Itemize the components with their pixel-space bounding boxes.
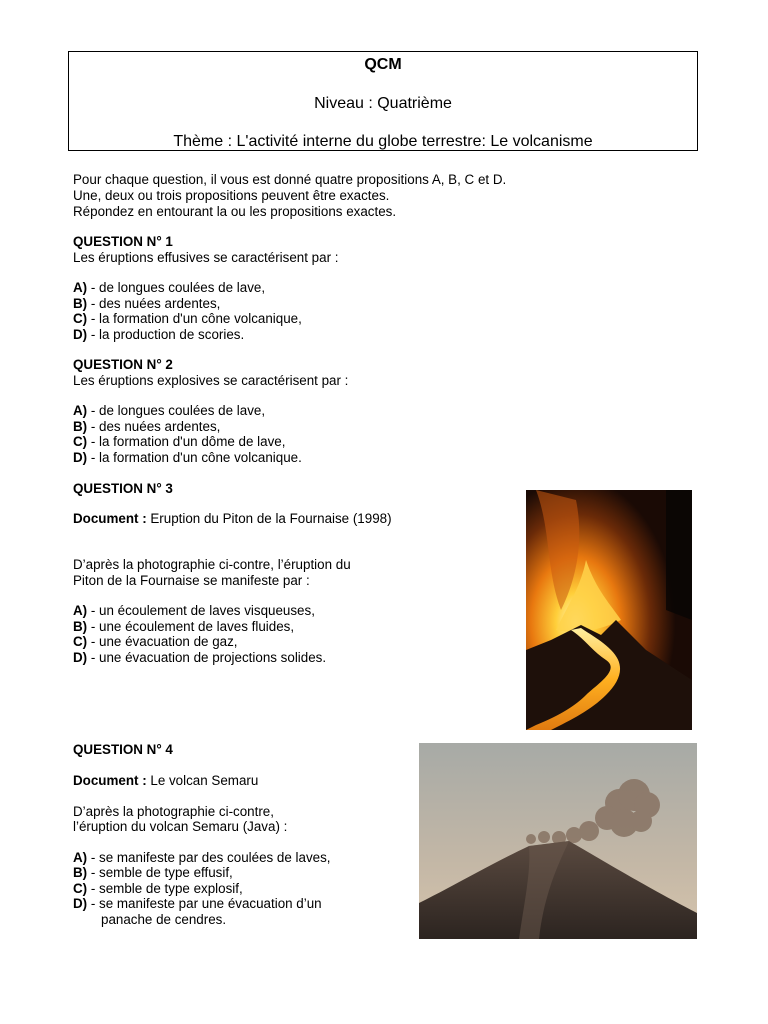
option-letter: B) — [73, 865, 88, 880]
header-box — [68, 51, 698, 151]
option-text: - de longues coulées de lave, — [87, 280, 266, 295]
option-c — [73, 881, 243, 896]
option-letter: D) — [73, 450, 88, 465]
option-b — [73, 619, 294, 634]
question-title: QUESTION N° 4 — [73, 742, 173, 757]
option-letter: B) — [73, 296, 88, 311]
option-text: - une évacuation de projections solides. — [87, 650, 327, 665]
option-letter: A) — [73, 280, 88, 295]
question-stem: Les éruptions explosives se caractérisent par : — [73, 373, 349, 388]
option-d — [73, 896, 322, 911]
option-letter: D) — [73, 896, 88, 911]
option-b — [73, 865, 233, 880]
option-text: - la formation d'un cône volcanique. — [87, 450, 302, 465]
level-line: Niveau : Quatrième — [314, 95, 452, 112]
document-caption — [73, 511, 392, 526]
question-stem: Les éruptions effusives se caractérisent par : — [73, 250, 339, 265]
theme-line: Thème : L'activité interne du globe terrestre: Le volcanisme — [173, 133, 593, 150]
option-d-continuation: panache de cendres. — [101, 912, 227, 927]
option-letter: A) — [73, 603, 88, 618]
eruption-photo — [526, 490, 692, 730]
option-c — [73, 434, 285, 449]
option-a — [73, 403, 265, 418]
option-d — [73, 450, 302, 465]
option-b — [73, 419, 220, 434]
option-text: - des nuées ardentes, — [87, 296, 221, 311]
question-stem: D’après la photographie ci-contre, — [73, 804, 274, 819]
document-text: Eruption du Piton de la Fournaise (1998) — [146, 511, 392, 526]
question-stem: D’après la photographie ci-contre, l’éruption du — [73, 557, 351, 572]
option-b — [73, 296, 220, 311]
document-caption — [73, 773, 258, 788]
option-a — [73, 850, 331, 865]
option-text: - semble de type explosif, — [87, 881, 243, 896]
question-stem: l’éruption du volcan Semaru (Java) : — [73, 819, 288, 834]
document-label: Document : — [73, 773, 147, 788]
option-letter: C) — [73, 434, 88, 449]
question-title: QUESTION N° 3 — [73, 481, 173, 496]
option-text: - semble de type effusif, — [87, 865, 233, 880]
document-text: Le volcan Semaru — [146, 773, 259, 788]
intro-line: Pour chaque question, il vous est donné quatre propositions A, B, C et D. — [73, 172, 507, 187]
option-text: - la formation d'un cône volcanique, — [87, 311, 302, 326]
option-text: - la production de scories. — [87, 327, 245, 342]
option-text: - la formation d'un dôme de lave, — [87, 434, 286, 449]
option-letter: B) — [73, 619, 88, 634]
option-a — [73, 280, 265, 295]
option-d — [73, 327, 244, 342]
intro-line: Répondez en entourant la ou les propositions exactes. — [73, 204, 397, 219]
option-letter: C) — [73, 634, 88, 649]
volcano-photo — [419, 743, 697, 939]
option-letter: A) — [73, 850, 88, 865]
option-letter: D) — [73, 650, 88, 665]
option-text: - de longues coulées de lave, — [87, 403, 266, 418]
option-text: - des nuées ardentes, — [87, 419, 221, 434]
question-title: QUESTION N° 2 — [73, 357, 173, 372]
option-d — [73, 650, 326, 665]
page-title: QCM — [364, 56, 402, 73]
option-a — [73, 603, 315, 618]
option-letter: C) — [73, 311, 88, 326]
option-letter: A) — [73, 403, 88, 418]
option-text: - un écoulement de laves visqueuses, — [87, 603, 315, 618]
option-text: - se manifeste par une évacuation d’un — [87, 896, 322, 911]
question-title: QUESTION N° 1 — [73, 234, 173, 249]
option-text: - une écoulement de laves fluides, — [87, 619, 295, 634]
question-stem: Piton de la Fournaise se manifeste par : — [73, 573, 310, 588]
option-c — [73, 311, 302, 326]
option-text: - une évacuation de gaz, — [87, 634, 238, 649]
option-letter: C) — [73, 881, 88, 896]
document-label: Document : — [73, 511, 147, 526]
intro-line: Une, deux ou trois propositions peuvent être exactes. — [73, 188, 390, 203]
option-c — [73, 634, 238, 649]
option-letter: B) — [73, 419, 88, 434]
option-text: - se manifeste par des coulées de laves, — [87, 850, 331, 865]
option-letter: D) — [73, 327, 88, 342]
